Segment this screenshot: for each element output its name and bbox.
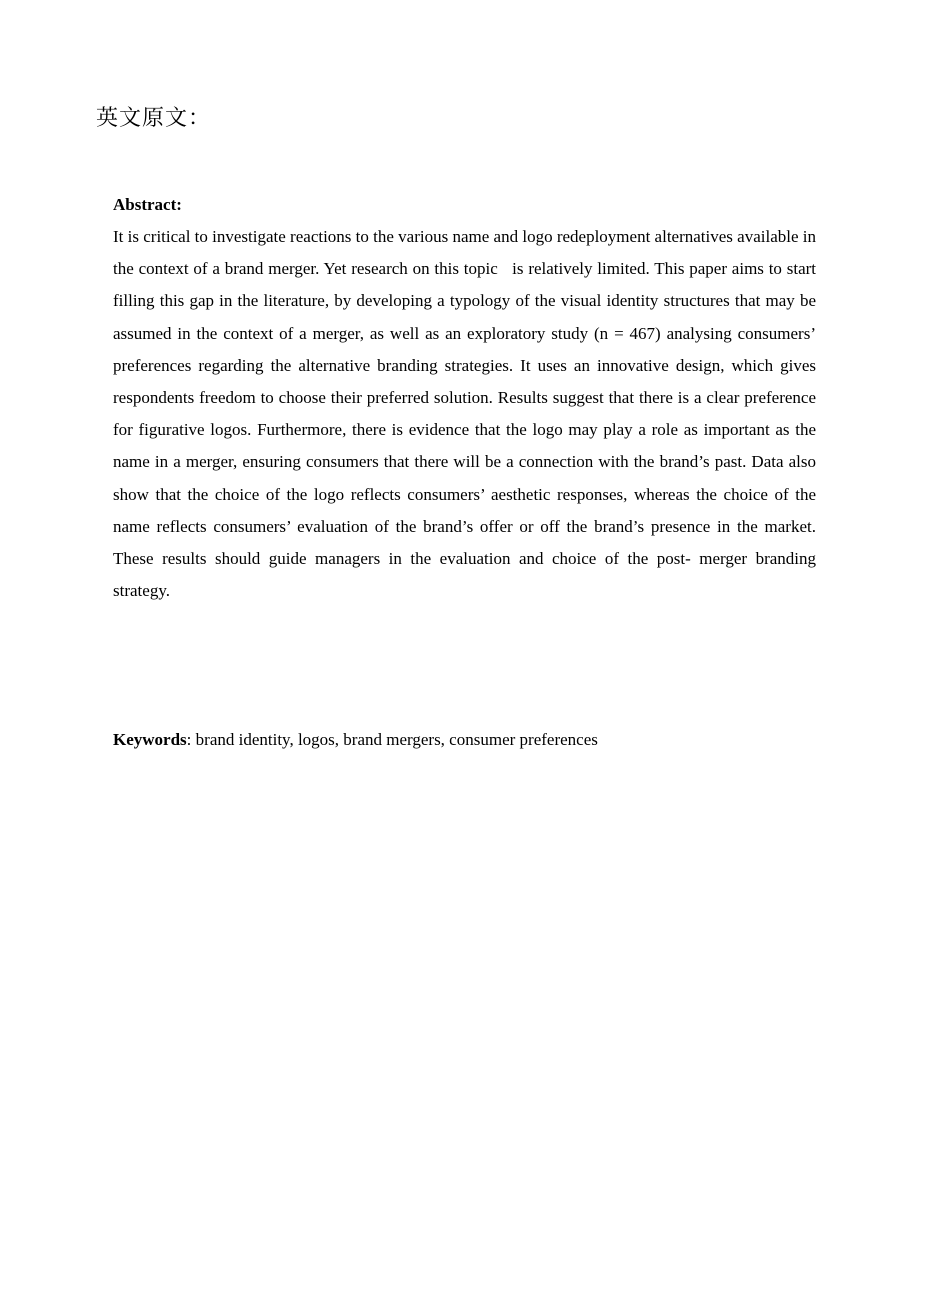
keywords-separator: : [186, 730, 196, 749]
abstract-label: Abstract: [113, 195, 182, 214]
keywords-label: Keywords [113, 730, 187, 749]
abstract-body: It is critical to investigate reactions to the various name and logo redeployment alternatives available in the context of a brand merger. Yet research on this topic is relatively limited. This paper aims to start filling this gap in the literature, by developing a typology of the visual identity structures that may be assumed in the context of a merger, as well as an exploratory study (n = 467) analysing consumers’ preferences regarding the alternative branding strategies. It uses an innovative design, which gives respondents freedom to choose their preferred solution. Results suggest that there is a clear preference for figurative logos. Furthermore, there is evidence that the logo may play a role as important as the name in a merger, ensuring consumers that there will be a connection with the brand’s past. Data also show that the choice of the logo reflects consumers’ aesthetic responses, whereas the choice of the name reflects consumers’ evaluation of the brand’s offer or off the brand’s presence in the market. These results should guide managers in the evaluation and choice of the post- merger branding strategy. [113, 227, 821, 601]
keywords-line [113, 729, 816, 751]
document-heading: 英文原文： [96, 106, 212, 131]
keywords-text: brand identity, logos, brand mergers, consumer preferences [195, 730, 598, 749]
